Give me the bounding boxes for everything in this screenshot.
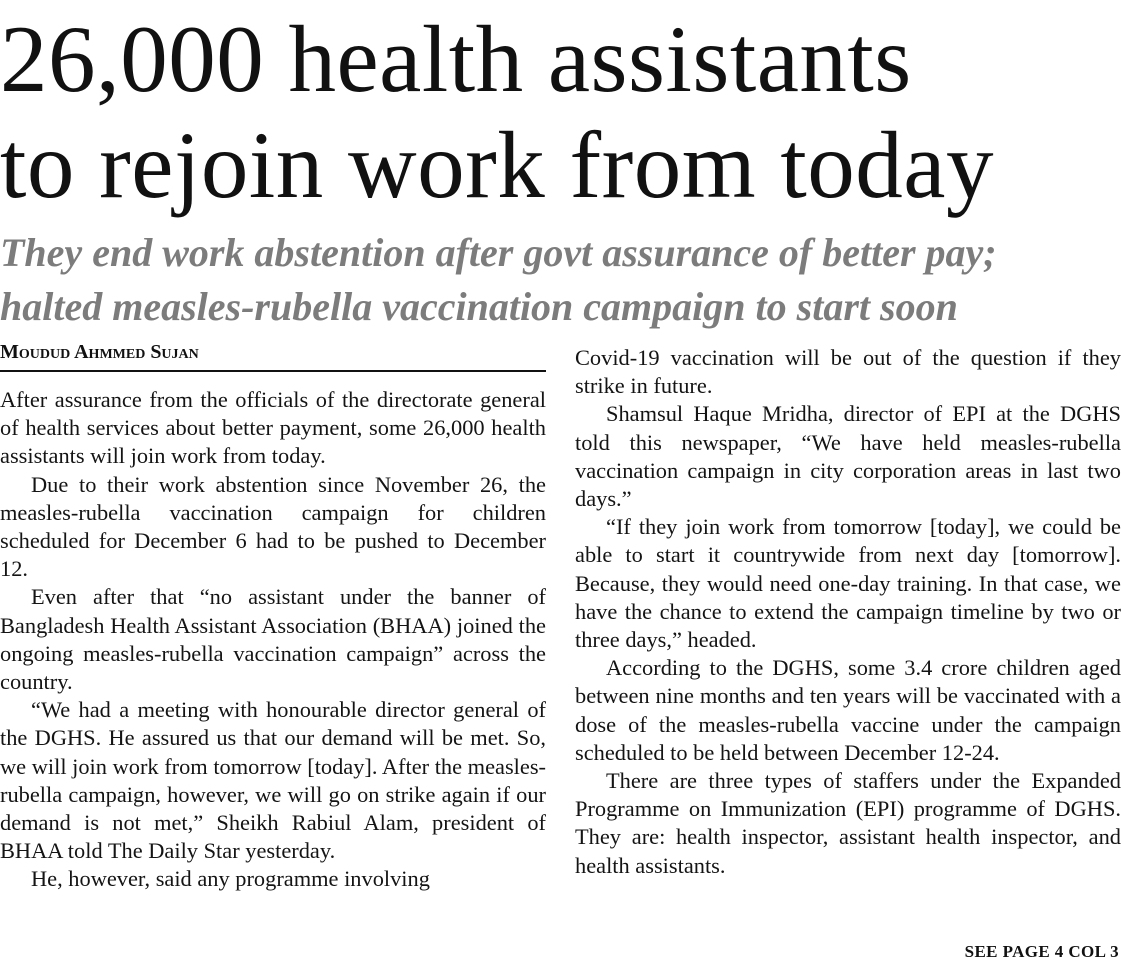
paragraph: “We had a meeting with honourable director general of the DGHS. He assured us that our demand will be met. So, we will join work from tomorrow [today]. After the measles-rubella campaign, however, we will go on strike again if our demand is not met,” Sheikh Rabiul Alam, president of BHAA told The Daily Star yesterday. [0,697,546,864]
subheadline [0,226,1121,334]
paragraph: After assurance from the officials of the directorate general of health services about better payment, some 26,000 health assistants will join work from today. [0,387,546,469]
paragraph: He, however, said any programme involving [31,866,430,892]
subheadline-line-1: They end work abstention after govt assurance of better pay; [0,230,997,275]
continued-jump-line: SEE PAGE 4 COL 3 [964,942,1119,961]
paragraph: Due to their work abstention since November 26, the measles-rubella vaccination campaign for children scheduled for December 6 had to be pushed to December 12. [0,471,546,582]
headline [0,6,1121,218]
paragraph: Shamsul Haque Mridha, director of EPI at the DGHS told this newspaper, “We have held measles-rubella vaccination campaign in city corporation areas in last two days.” [575,401,1121,512]
article-column-left [0,386,546,894]
paragraph: There are three types of staffers under the Expanded Programme on Immunization (EPI) programme of DGHS. They are: health inspector, assistant health inspector, and health assistants. [575,768,1121,878]
paragraph: Covid-19 vaccination will be out of the question if they strike in future. [575,345,1121,399]
article-column-right [575,344,1121,880]
byline: Moudud Ahmmed Sujan [0,340,546,372]
paragraph: Even after that “no assistant under the banner of Bangladesh Health Assistant Association (BHAA) joined the ongoing measles-rubella vaccination campaign” across the country. [0,584,546,695]
subheadline-line-2: halted measles-rubella vaccination campaign to start soon [0,284,958,329]
paragraph: According to the DGHS, some 3.4 crore children aged between nine months and ten years will be vaccinated with a dose of the measles-rubella vaccine under the campaign scheduled to be held between December 12-24. [575,655,1121,765]
paragraph: “If they join work from tomorrow [today], we could be able to start it countrywide from next day [tomorrow]. Because, they would need one-day training. In that case, we have the chance to extend the campaign timeline by two or three days,” headed. [575,514,1121,653]
headline-line-1: 26,000 health assistants [0,6,912,112]
headline-line-2: to rejoin work from today [0,112,994,218]
